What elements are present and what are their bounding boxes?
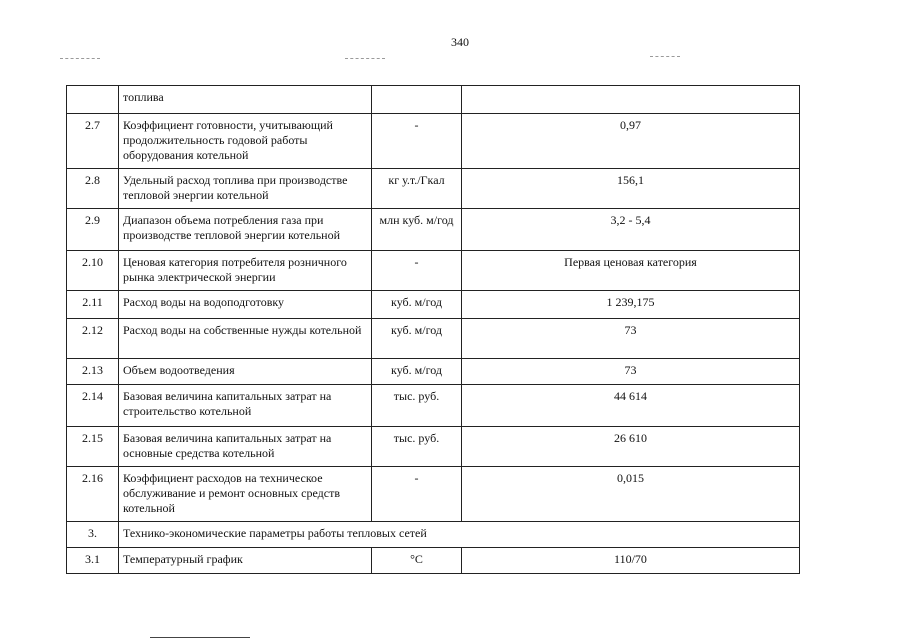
value-cell: 1 239,175 [462, 291, 800, 319]
unit-cell: - [372, 251, 462, 291]
value-cell: 73 [462, 319, 800, 359]
parameter-name: Объем водоотведения [119, 359, 372, 385]
row-number: 2.14 [67, 385, 119, 427]
value-cell: 110/70 [462, 548, 800, 574]
parameter-name: Коэффициент расходов на техническое обслуживание и ремонт основных средств котельной [119, 467, 372, 522]
unit-cell: куб. м/год [372, 291, 462, 319]
section-row [67, 522, 800, 548]
parameter-name: Температурный график [119, 548, 372, 574]
parameter-name: Удельный расход топлива при производстве тепловой энергии котельной [119, 169, 372, 209]
table-row [67, 114, 800, 169]
parameter-name: Ценовая категория потребителя розничного рынка электрической энергии [119, 251, 372, 291]
value-cell: 0,015 [462, 467, 800, 522]
row-number: 2.7 [67, 114, 119, 169]
row-number: 2.9 [67, 209, 119, 251]
section-number: 3. [67, 522, 119, 548]
row-number: 2.11 [67, 291, 119, 319]
table-row [67, 427, 800, 467]
row-number: 2.10 [67, 251, 119, 291]
scan-mark [345, 58, 385, 60]
unit-cell: тыс. руб. [372, 427, 462, 467]
row-number: 2.12 [67, 319, 119, 359]
table-row [67, 467, 800, 522]
parameter-name: Коэффициент готовности, учитывающий продолжительность годовой работы оборудования котельной [119, 114, 372, 169]
page-number: 340 [451, 35, 469, 49]
table-row [67, 385, 800, 427]
parameter-name: Расход воды на водоподготовку [119, 291, 372, 319]
parameter-name: топлива [119, 86, 372, 114]
table-row [67, 86, 800, 114]
parameter-name: Базовая величина капитальных затрат на основные средства котельной [119, 427, 372, 467]
row-number: 2.8 [67, 169, 119, 209]
parameter-name: Диапазон объема потребления газа при производстве тепловой энергии котельной [119, 209, 372, 251]
footer-rule [150, 637, 250, 638]
value-cell: 44 614 [462, 385, 800, 427]
table-row [67, 291, 800, 319]
table-row [67, 251, 800, 291]
table-row [67, 548, 800, 574]
unit-cell: °С [372, 548, 462, 574]
unit-cell [372, 86, 462, 114]
unit-cell: - [372, 114, 462, 169]
unit-cell: - [372, 467, 462, 522]
row-number [67, 86, 119, 114]
row-number: 2.16 [67, 467, 119, 522]
row-number: 3.1 [67, 548, 119, 574]
section-title: Технико-экономические параметры работы тепловых сетей [119, 522, 800, 548]
parameters-table [66, 85, 800, 574]
parameter-name: Базовая величина капитальных затрат на строительство котельной [119, 385, 372, 427]
value-cell: 73 [462, 359, 800, 385]
value-cell: 3,2 - 5,4 [462, 209, 800, 251]
row-number: 2.13 [67, 359, 119, 385]
scan-mark [60, 58, 100, 60]
parameter-name: Расход воды на собственные нужды котельной [119, 319, 372, 359]
value-cell: 156,1 [462, 169, 800, 209]
unit-cell: куб. м/год [372, 319, 462, 359]
unit-cell: кг у.т./Гкал [372, 169, 462, 209]
unit-cell: куб. м/год [372, 359, 462, 385]
table-row [67, 319, 800, 359]
table-row [67, 359, 800, 385]
value-cell: 0,97 [462, 114, 800, 169]
table-row [67, 169, 800, 209]
value-cell: Первая ценовая категория [462, 251, 800, 291]
value-cell: 26 610 [462, 427, 800, 467]
unit-cell: тыс. руб. [372, 385, 462, 427]
row-number: 2.15 [67, 427, 119, 467]
scan-mark [650, 56, 680, 58]
table-row [67, 209, 800, 251]
unit-cell: млн куб. м/год [372, 209, 462, 251]
value-cell [462, 86, 800, 114]
